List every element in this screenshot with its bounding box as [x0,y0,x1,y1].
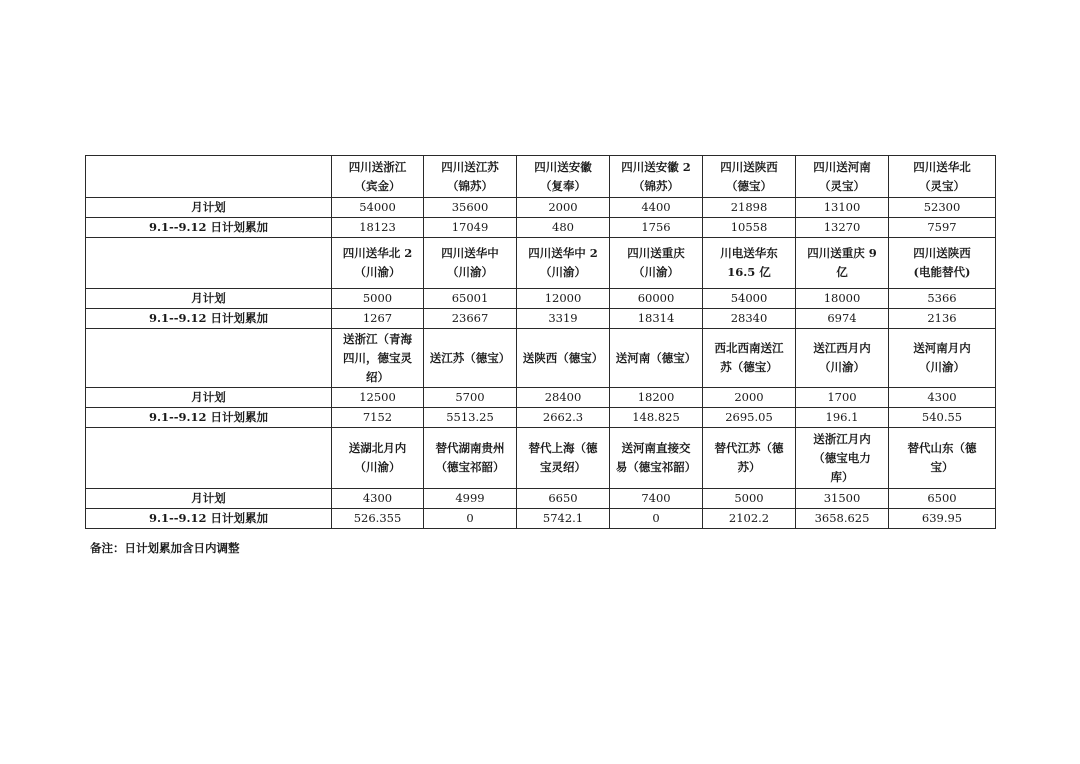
header-text: 四川送华北 （灵宝） [913,159,971,193]
header-row-4 [86,428,996,489]
empty-label-cell [86,428,332,489]
value-cell: 2136 [889,309,996,329]
value-cell: 639.95 [889,509,996,529]
value-cell: 35600 [424,198,517,218]
header-cell [610,238,703,289]
header-cell [703,329,796,388]
header-cell [332,238,424,289]
daily-cumulative-label: 9.1--9.12 日计划累加 [86,408,332,428]
header-cell [332,329,424,388]
header-cell [889,329,996,388]
header-text: 四川送华北 2 （川渝） [342,246,413,279]
value-cell: 23667 [424,309,517,329]
monthly-plan-label: 月计划 [86,489,332,509]
header-cell [889,428,996,489]
header-text: 替代江苏（德 苏） [714,441,784,474]
value-cell: 0 [610,509,703,529]
value-cell: 6650 [517,489,610,509]
header-text: 四川送安徽 （复奉） [534,159,592,193]
header-row-2 [86,238,996,289]
value-cell: 3319 [517,309,610,329]
value-cell: 2000 [703,388,796,408]
header-text: 替代湖南贵州 （德宝祁韶） [435,441,505,474]
header-text: 西北西南送江 苏（德宝） [714,341,784,374]
header-cell [424,156,517,198]
value-cell: 21898 [703,198,796,218]
header-text: 四川送河南 （灵宝） [813,159,871,193]
header-cell [796,156,889,198]
value-cell: 2000 [517,198,610,218]
header-cell [517,329,610,388]
value-cell: 5513.25 [424,408,517,428]
header-cell [610,329,703,388]
value-cell: 28340 [703,309,796,329]
value-cell: 13270 [796,218,889,238]
cumulative-row-1 [86,218,996,238]
monthly-plan-label: 月计划 [86,198,332,218]
value-cell: 5742.1 [517,509,610,529]
value-cell: 10558 [703,218,796,238]
header-cell [517,156,610,198]
monthly-plan-label: 月计划 [86,388,332,408]
value-cell: 52300 [889,198,996,218]
monthly-plan-label: 月计划 [86,289,332,309]
header-text: 四川送重庆 9 亿 [807,246,877,279]
value-cell: 5000 [703,489,796,509]
value-cell: 65001 [424,289,517,309]
value-cell: 31500 [796,489,889,509]
empty-label-cell [86,156,332,198]
value-cell: 3658.625 [796,509,889,529]
header-text: 川电送华东 16.5 亿 [720,246,778,279]
header-text: 送河南（德宝） [615,350,697,365]
value-cell: 1700 [796,388,889,408]
value-cell: 1756 [610,218,703,238]
value-cell: 60000 [610,289,703,309]
header-text: 送湖北月内 （川渝） [348,441,407,474]
header-text: 四川送陕西 （德宝） [720,159,778,193]
value-cell: 480 [517,218,610,238]
cumulative-row-4 [86,509,996,529]
daily-cumulative-label: 9.1--9.12 日计划累加 [86,309,332,329]
value-cell: 17049 [424,218,517,238]
header-cell [517,238,610,289]
value-cell: 18314 [610,309,703,329]
monthly-row-2 [86,289,996,309]
header-text: 送浙江（青海 四川，德宝灵 绍） [343,331,412,384]
header-cell [424,428,517,489]
header-cell [703,428,796,489]
header-cell [889,156,996,198]
value-cell: 6500 [889,489,996,509]
header-text: 四川送安徽 2 （锦苏） [621,159,691,193]
value-cell: 0 [424,509,517,529]
header-text: 送陕西（德宝） [522,350,604,365]
value-cell: 4300 [889,388,996,408]
header-cell [796,238,889,289]
header-text: 送河南直接交 易（德宝祁韶） [615,441,697,474]
empty-label-cell [86,329,332,388]
monthly-row-4 [86,489,996,509]
header-cell [424,329,517,388]
value-cell: 7400 [610,489,703,509]
header-text: 四川送江苏 （锦苏） [441,159,499,193]
value-cell: 4300 [332,489,424,509]
header-text: 替代山东（德 宝） [907,441,977,474]
value-cell: 148.825 [610,408,703,428]
value-cell: 12500 [332,388,424,408]
monthly-row-3 [86,388,996,408]
header-text: 送浙江月内 （德宝电力 库） [813,431,871,484]
header-text: 四川送陕西 (电能替代) [913,246,971,279]
header-text: 送河南月内 （川渝） [913,341,971,374]
value-cell: 54000 [703,289,796,309]
value-cell: 5700 [424,388,517,408]
value-cell: 5000 [332,289,424,309]
monthly-row-1 [86,198,996,218]
header-row-1 [86,156,996,198]
header-text: 送江西月内 （川渝） [813,341,871,374]
plan-table [85,155,996,529]
value-cell: 7597 [889,218,996,238]
cumulative-row-3 [86,408,996,428]
value-cell: 196.1 [796,408,889,428]
value-cell: 2662.3 [517,408,610,428]
value-cell: 1267 [332,309,424,329]
daily-cumulative-label: 9.1--9.12 日计划累加 [86,509,332,529]
daily-cumulative-label: 9.1--9.12 日计划累加 [86,218,332,238]
header-text: 四川送浙江 （宾金） [348,159,407,193]
value-cell: 6974 [796,309,889,329]
cumulative-row-2 [86,309,996,329]
value-cell: 18000 [796,289,889,309]
header-cell [610,428,703,489]
value-cell: 526.355 [332,509,424,529]
header-text: 送江苏（德宝） [429,350,511,365]
value-cell: 7152 [332,408,424,428]
header-text: 四川送华中 （川渝） [441,246,499,279]
header-cell [889,238,996,289]
header-row-3 [86,329,996,388]
value-cell: 540.55 [889,408,996,428]
value-cell: 13100 [796,198,889,218]
header-text: 四川送华中 2 （川渝） [528,246,598,279]
header-cell [796,329,889,388]
value-cell: 4400 [610,198,703,218]
value-cell: 18123 [332,218,424,238]
header-cell [796,428,889,489]
value-cell: 2102.2 [703,509,796,529]
value-cell: 4999 [424,489,517,509]
empty-label-cell [86,238,332,289]
header-cell [517,428,610,489]
value-cell: 18200 [610,388,703,408]
value-cell: 2695.05 [703,408,796,428]
value-cell: 5366 [889,289,996,309]
header-text: 替代上海（德 宝灵绍） [528,441,598,474]
footnote: 备注：日计划累加含日内调整 [90,541,240,555]
value-cell: 28400 [517,388,610,408]
header-cell [610,156,703,198]
header-cell [332,428,424,489]
header-cell [703,238,796,289]
header-cell [332,156,424,198]
header-cell [703,156,796,198]
header-cell [424,238,517,289]
value-cell: 12000 [517,289,610,309]
value-cell: 54000 [332,198,424,218]
header-text: 四川送重庆 （川渝） [627,246,685,279]
